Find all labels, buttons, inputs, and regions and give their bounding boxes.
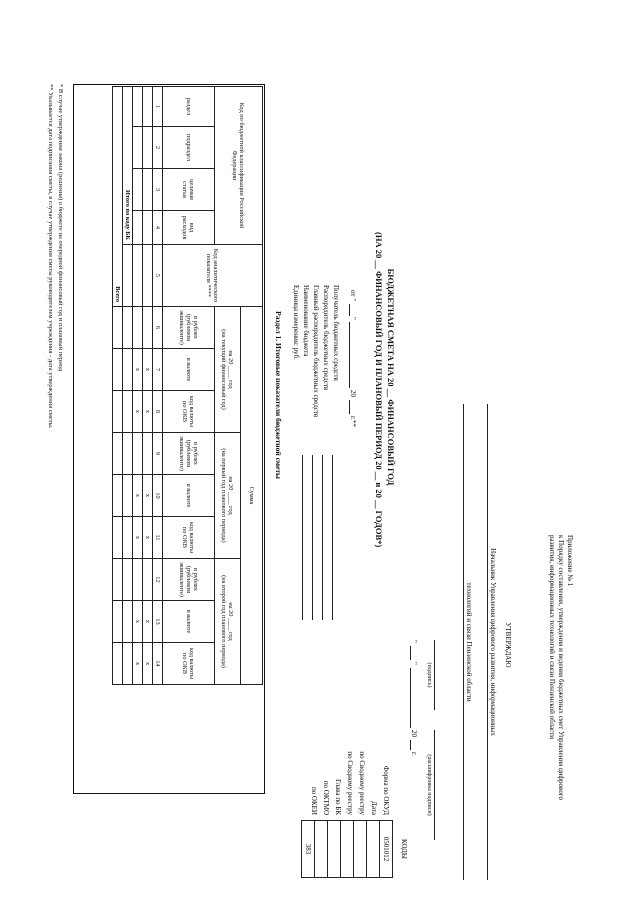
col-expense-type: вид расходов (163, 211, 215, 245)
period-3-caption: (на второй год планового периода) (220, 575, 228, 668)
code-label-okud: Форма по ОКУД (382, 765, 390, 815)
code-value-registry-1 (354, 821, 367, 878)
code-label-okei: по ОКЕИ (310, 786, 318, 815)
approval-position-2: технологий и связи Пензенской области (465, 582, 473, 702)
code-label-date: Дата (370, 801, 378, 815)
date-year-line (349, 400, 350, 414)
field-distributor-line (322, 455, 323, 620)
field-distributor: Распорядитель бюджетных средств (322, 285, 330, 391)
col-number: 1 (153, 87, 163, 127)
mark: x (133, 349, 143, 391)
total-bk-row (123, 87, 133, 792)
header-row-1 (241, 87, 263, 792)
code-label-oktmo: по ОКТМО (322, 780, 330, 815)
date-quote: " (349, 317, 357, 320)
date-prefix: от " (349, 290, 357, 302)
period-2-header (215, 433, 241, 559)
period-1-caption: (на текущий финансовый год) (220, 329, 228, 410)
footnote-2: ** Указывается дата подписания сметы, в случае утверждения сметы руководителем учреждения - дата утверждения сметы. (47, 84, 54, 429)
sum-header: Сумма (241, 307, 263, 685)
approval-day-line (410, 646, 411, 660)
analytic-header: Код аналитического показателя **** (163, 245, 263, 307)
code-label-registry-1: по Сводному реестру (358, 751, 366, 815)
col-number: 13 (153, 601, 163, 643)
period-2-caption: (на первый год планового периода) (220, 448, 228, 543)
date-suffix: г.** (349, 416, 357, 427)
approval-date-open: " (410, 640, 418, 643)
decoding-caption: (расшифровка подписи) (426, 754, 432, 816)
field-unit: Единица измерения: руб. (292, 285, 300, 360)
approval-date-close: " (410, 662, 418, 665)
main-table (112, 86, 263, 792)
codes-table (301, 820, 415, 878)
total-row (113, 87, 123, 792)
mark: x (143, 643, 153, 685)
date-day-line (349, 304, 350, 316)
section-title: Раздел 1. Итоговые показатели бюджетной сметы (274, 311, 283, 479)
codes-header: КОДЫ (400, 838, 408, 860)
mark: x (133, 601, 143, 643)
mark: x (143, 517, 153, 559)
col-number: 2 (153, 127, 163, 169)
field-budget-name-line (302, 455, 303, 620)
p2-rub: в рублях (рублевом эквиваленте) (163, 433, 215, 475)
approval-month-line (410, 668, 411, 728)
approval-year-suffix: г. (410, 752, 418, 756)
date-month-line (349, 322, 350, 388)
field-budget-name: Наименование бюджета (302, 285, 310, 357)
footnote-1: * В случае утверждения закона (решения) о бюджете на очередной финансовый год и плановый период (57, 84, 64, 372)
mark: x (133, 391, 143, 433)
col-number: 7 (153, 349, 163, 391)
appendix-line-1: Приложение № 1 (566, 535, 574, 587)
document-title-1: БЮДЖЕТНАЯ СМЕТА НА 20 __ ФИНАНСОВЫЙ ГОД (386, 268, 396, 486)
col-number: 14 (153, 643, 163, 685)
field-main-distributor-line (312, 455, 313, 620)
document-title-2: (НА 20 __ ФИНАНСОВЫЙ ГОД И ПЛАНОВЫЙ ПЕРИОД 20 __ и 20 __ ГОДОВ*) (374, 232, 384, 548)
code-value-bk (328, 821, 341, 878)
code-value-oktmo (315, 821, 328, 878)
col-number: 6 (153, 307, 163, 349)
col-number: 9 (153, 433, 163, 475)
appendix-line-3: развития, информационных технологий и связи Пензенской области (548, 535, 556, 740)
approval-year-line (410, 740, 411, 750)
col-number: 5 (153, 245, 163, 307)
code-value-okei: 383 (302, 821, 315, 878)
col-number: 11 (153, 517, 163, 559)
code-value-registry-2 (341, 821, 354, 878)
approval-year-prefix: 20 (410, 730, 418, 737)
col-subsection: подраздел (163, 127, 215, 169)
col-number: 12 (153, 559, 163, 601)
p2-currency: в валюте (163, 475, 215, 517)
appendix-line-2: к Порядку составления, утверждения и ведения бюджетных смет Управления цифрового (557, 535, 565, 801)
period-2-year: на 20 ____ год (227, 476, 235, 515)
col-number: 4 (153, 211, 163, 245)
approval-position-line-2 (463, 404, 464, 880)
total-bk-label: Итого по коду БК (123, 87, 133, 245)
code-label-registry-2: по Сводному реестру (346, 751, 354, 815)
right-gap (143, 685, 263, 705)
total-label: Всего (113, 87, 123, 307)
signature-line (434, 640, 435, 710)
p3-rub: в рублях (рублевом эквиваленте) (163, 559, 215, 601)
code-value-okud: 0501012 (380, 821, 393, 878)
mark: x (133, 517, 143, 559)
mark: x (143, 601, 153, 643)
approval-position-line (487, 404, 488, 880)
field-main-distributor: Главный распорядитель бюджетных средств (312, 285, 320, 418)
mark: x (143, 391, 153, 433)
period-3-header (215, 559, 241, 685)
table-row (133, 87, 143, 792)
period-1-year: на 20 ____ год (227, 350, 235, 389)
period-1-header (215, 307, 241, 433)
p3-okv: код валюты по ОКВ (163, 643, 215, 685)
mark: x (133, 475, 143, 517)
date-year: 20 (349, 390, 357, 397)
p1-okv: код валюты по ОКВ (163, 391, 215, 433)
mark: x (133, 643, 143, 685)
col-number: 10 (153, 475, 163, 517)
col-number: 8 (153, 391, 163, 433)
col-section: раздел (163, 87, 215, 127)
signature-caption: (подпись) (426, 662, 432, 688)
p2-okv: код валюты по ОКВ (163, 517, 215, 559)
field-recipient-line (332, 455, 333, 620)
code-label-bk: Глава по БК (334, 779, 342, 815)
p1-currency: в валюте (163, 349, 215, 391)
col-number: 3 (153, 169, 163, 211)
mark: x (143, 349, 153, 391)
bk-header: Код по бюджетной классификации Российской Федерации (215, 87, 263, 245)
mark: x (143, 475, 153, 517)
approval-position-1: Начальник Управления цифрового развития, информационных (489, 548, 497, 736)
col-target: целевая статья (163, 169, 215, 211)
decoding-line (434, 730, 435, 840)
period-3-year: на 20 ____ год (227, 602, 235, 641)
code-value-date (367, 821, 380, 878)
field-recipient: Получатель бюджетных средств (332, 285, 340, 381)
approval-title: УТВЕРЖДАЮ (504, 622, 512, 668)
p1-rub: в рублях (рублевом эквиваленте) (163, 307, 215, 349)
p3-currency: в валюте (163, 601, 215, 643)
